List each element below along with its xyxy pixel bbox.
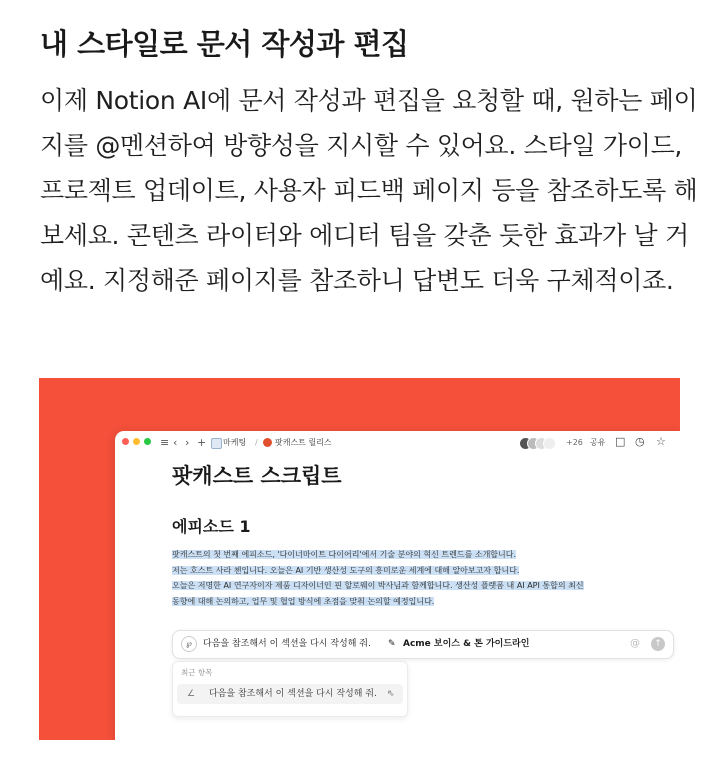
history-icon[interactable]: ◷ <box>635 435 645 448</box>
close-window-button[interactable] <box>122 438 129 445</box>
ai-prompt-text: 다음을 참조해서 이 섹션을 다시 작성해 줘. <box>203 639 371 649</box>
sidebar-icon[interactable]: ≡ <box>160 436 170 449</box>
breadcrumb-marketing[interactable]: 마케팅 <box>223 438 247 447</box>
page-mention-icon: ✎ <box>388 639 396 649</box>
recent-item-label: 다음을 참조해서 이 섹션을 다시 작성해 줘. <box>209 689 377 699</box>
back-icon[interactable]: ‹ <box>173 436 178 449</box>
selected-paragraph[interactable] <box>172 547 652 609</box>
star-icon[interactable]: ☆ <box>656 435 666 448</box>
comment-icon[interactable]: □ <box>615 435 626 448</box>
minimize-window-button[interactable] <box>133 438 140 445</box>
paragraph-line: 오늘은 저명한 AI 연구자이자 제품 디자이너인 핀 할로웨이 박사님과 함께합니다. 생산성 플랫폼 내 AI API 통합의 최신 <box>172 581 584 590</box>
maximize-window-button[interactable] <box>144 438 151 445</box>
ai-prompt-input[interactable] <box>172 630 674 659</box>
document-title[interactable]: 팟캐스트 스크립트 <box>172 464 342 488</box>
recent-items-menu <box>172 661 408 717</box>
paragraph-line: 동향에 대해 논의하고, 업무 및 협업 방식에 초점을 맞춰 논의할 예정입니다. <box>172 596 435 606</box>
section-heading[interactable]: 에피소드 1 <box>172 517 251 536</box>
marketing-icon <box>211 438 222 449</box>
avatar <box>543 437 556 450</box>
notion-window <box>115 431 680 740</box>
collaborator-avatars[interactable] <box>519 437 561 449</box>
intro-paragraph: 이제 Notion AI에 문서 작성과 편집을 요청할 때, 원하는 페이지를 @멘션하여 방향성을 지시할 수 있어요. 스타일 가이드, 프로젝트 업데이트, 사용자 피드백 페이지 등을 참조하도록 해보세요. 콘텐츠 라이터와 에디터 팀을 갖춘 듯한 효과가 날 거예요. 지정해준 페이지를 참조하니 답변도 더욱 구체적이죠. <box>40 86 698 295</box>
notion-ai-icon: ℘ <box>181 636 197 652</box>
podcast-icon <box>263 438 272 447</box>
page-heading: 내 스타일로 문서 작성과 편집 <box>40 27 409 61</box>
window-titlebar <box>115 431 680 455</box>
recent-item[interactable] <box>177 684 403 704</box>
paragraph-line: 저는 호스트 사라 첸입니다. 오늘은 AI 기반 생산성 도구의 흥미로운 세계에 대해 알아보고자 합니다. <box>172 565 520 575</box>
mention-icon[interactable]: @ <box>630 638 640 649</box>
share-button[interactable]: 공유 <box>590 438 606 447</box>
paragraph-line: 팟캐스트의 첫 번째 에피소드, '다이너마이트 다이어리'에서 기술 분야의 혁신 트렌드를 소개합니다. <box>172 550 517 559</box>
recent-items-header: 최근 항목 <box>181 668 213 677</box>
breadcrumb-separator: / <box>255 438 258 447</box>
add-icon[interactable]: + <box>197 436 207 449</box>
edit-icon: ∠ <box>187 689 196 699</box>
forward-icon[interactable]: › <box>185 436 190 449</box>
collaborator-count: +26 <box>566 438 583 447</box>
insert-arrow-icon: ⇖ <box>387 689 395 699</box>
page-mention[interactable]: Acme 보이스 & 톤 가이드라인 <box>403 639 530 649</box>
breadcrumb-podcast-release[interactable]: 팟캐스트 릴리스 <box>275 438 332 447</box>
feature-banner <box>39 378 680 740</box>
send-button[interactable]: ↑ <box>651 637 665 651</box>
